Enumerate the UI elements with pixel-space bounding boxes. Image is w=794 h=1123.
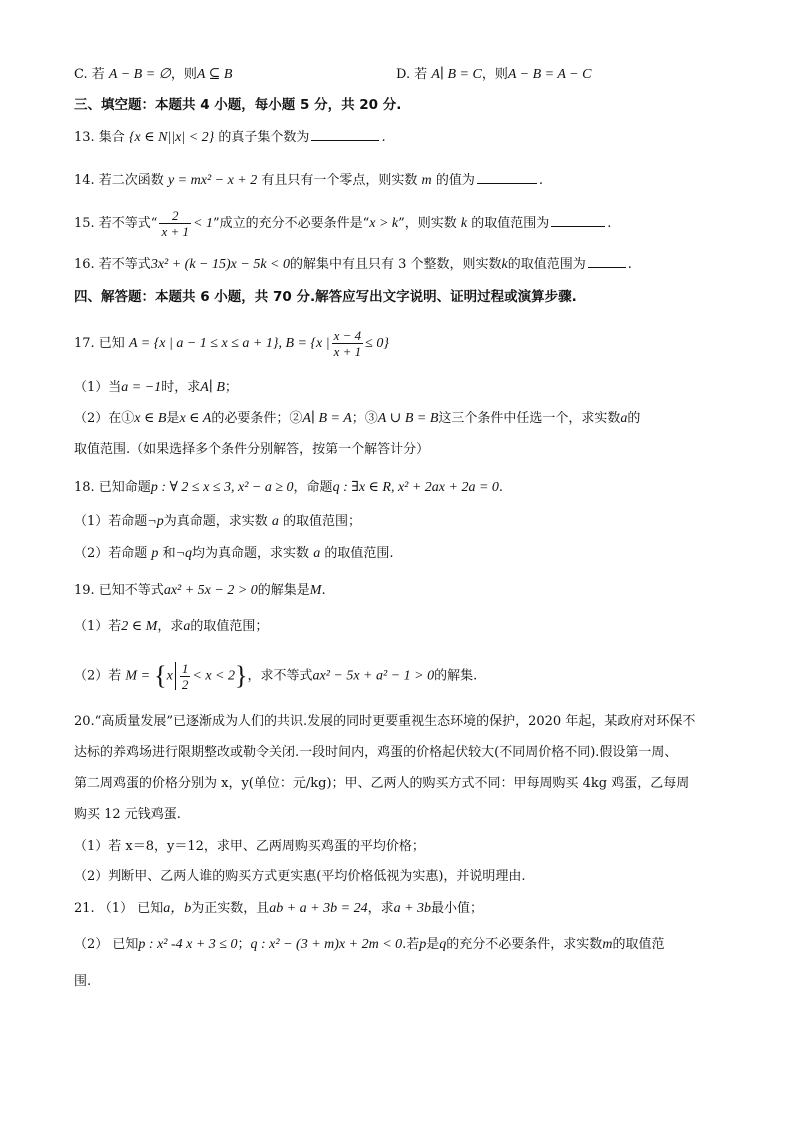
question-20-line-3: 第二周鸡蛋的价格分别为 x，y(单位：元/kg)；甲、乙两人的购买方式不同：甲每周购买 4kg 鸡蛋，乙每周 bbox=[74, 776, 690, 791]
question-17-part-1: （1）当a = −1时，求A∣ B； bbox=[74, 380, 238, 395]
question-20-part-1: （1）若 x＝8，y＝12，求甲、乙两周购买鸡蛋的平均价格； bbox=[74, 839, 425, 854]
question-19-part-2: （2）若 M = {x $\frac{1}{2}$ < x < 2}，求不等式ax² − 5x + a² − 1 > 0的解集. bbox=[74, 660, 478, 692]
question-16: 16. 若不等式3x² + (k − 15)x − 5k < 0的解集中有且只有 3 个整数，则实数k的取值范围为 . bbox=[74, 257, 632, 272]
right-brace: } bbox=[234, 661, 248, 690]
option-c: C. 若 A − B = ∅，则A ⊆ B bbox=[74, 67, 233, 82]
answer-blank[interactable] bbox=[311, 128, 379, 141]
option-row bbox=[74, 66, 734, 84]
question-19: 19. 已知不等式ax² + 5x − 2 > 0的解集是M. bbox=[74, 583, 326, 598]
question-21-part-2-cont: 围. bbox=[74, 974, 92, 989]
option-d: D. 若 A∣ B = C，则A − B = A − C bbox=[396, 67, 592, 82]
question-17-part-2-cont: 取值范围.（如果选择多个条件分别解答，按第一个解答计分） bbox=[74, 442, 430, 457]
question-13: 13. 集合 {x ∈ N||x| < 2} 的真子集个数为 . bbox=[74, 130, 386, 145]
question-20-line-1: 20.“高质量发展”已逐渐成为人们的共识.发展的同时更要重视生态环境的保护，2020 年起，某政府对环保不 bbox=[74, 714, 696, 729]
answer-blank[interactable] bbox=[477, 171, 537, 184]
question-17-part-2: （2）在①x ∈ B是x ∈ A的必要条件；②A∣ B = A；③A ∪ B = B这三个条件中任选一个，求实数a的 bbox=[74, 411, 641, 426]
fraction: $\frac{1}{2}$ bbox=[181, 660, 189, 692]
left-brace: { bbox=[154, 661, 167, 690]
fraction: $\frac{x - 4}{x + 1}$ bbox=[333, 328, 362, 359]
fraction: $\frac{2}{x + 1}$ bbox=[161, 208, 189, 239]
question-14: 14. 若二次函数 y = mx² − x + 2 有且只有一个零点，则实数 m 的值为 . bbox=[74, 173, 543, 188]
section-4-heading: 四、解答题：本题共 6 小题，共 70 分.解答应写出文字说明、证明过程或演算步骤. bbox=[74, 289, 577, 305]
answer-blank[interactable] bbox=[551, 214, 605, 227]
question-20-line-2: 达标的养鸡场进行限期整改或勒令关闭.一段时间内，鸡蛋的价格起伏较大(不同周价格不同).假设第一周、 bbox=[74, 745, 678, 760]
question-19-part-1: （1）若2 ∈ M，求a的取值范围； bbox=[74, 619, 269, 634]
section-3-heading: 三、填空题：本题共 4 小题，每小题 5 分，共 20 分. bbox=[74, 97, 402, 113]
question-18-part-1: （1）若命题¬p为真命题，求实数 a 的取值范围； bbox=[74, 514, 362, 529]
question-18-part-2: （2）若命题 p 和¬q均为真命题，求实数 a 的取值范围. bbox=[74, 546, 394, 561]
set-expression: {x ∈ N||x| < 2} bbox=[128, 130, 215, 145]
question-20-part-2: （2）判断甲、乙两人谁的购买方式更实惠(平均价格低视为实惠)，并说明理由. bbox=[74, 869, 526, 884]
question-18: 18. 已知命题p : ∀ 2 ≤ x ≤ 3, x² − a ≥ 0，命题q : ∃x ∈ R, x² + 2ax + 2a = 0. bbox=[74, 480, 504, 495]
question-15: 15. 若不等式“ $\frac{2}{x + 1}$ < 1”成立的充分不必要条件是“x > k”，则实数 k 的取值范围为 . bbox=[74, 208, 612, 239]
answer-blank[interactable] bbox=[588, 255, 626, 268]
question-17: 17. 已知 A = {x | a − 1 ≤ x ≤ a + 1}, B = {x | $\frac{x - 4}{x + 1}$ ≤ 0} bbox=[74, 328, 389, 359]
question-21-part-2: （2） 已知p : x² -4 x + 3 ≤ 0；q : x² − (3 + m)x + 2m < 0.若p是q的充分不必要条件，求实数m的取值范 bbox=[74, 937, 665, 952]
question-21-part-1: 21. （1） 已知a，b为正实数，且ab + a + 3b = 24，求a + 3b最小值； bbox=[74, 901, 484, 916]
set-bar bbox=[175, 662, 176, 690]
question-20-line-4: 购买 12 元钱鸡蛋. bbox=[74, 807, 181, 822]
